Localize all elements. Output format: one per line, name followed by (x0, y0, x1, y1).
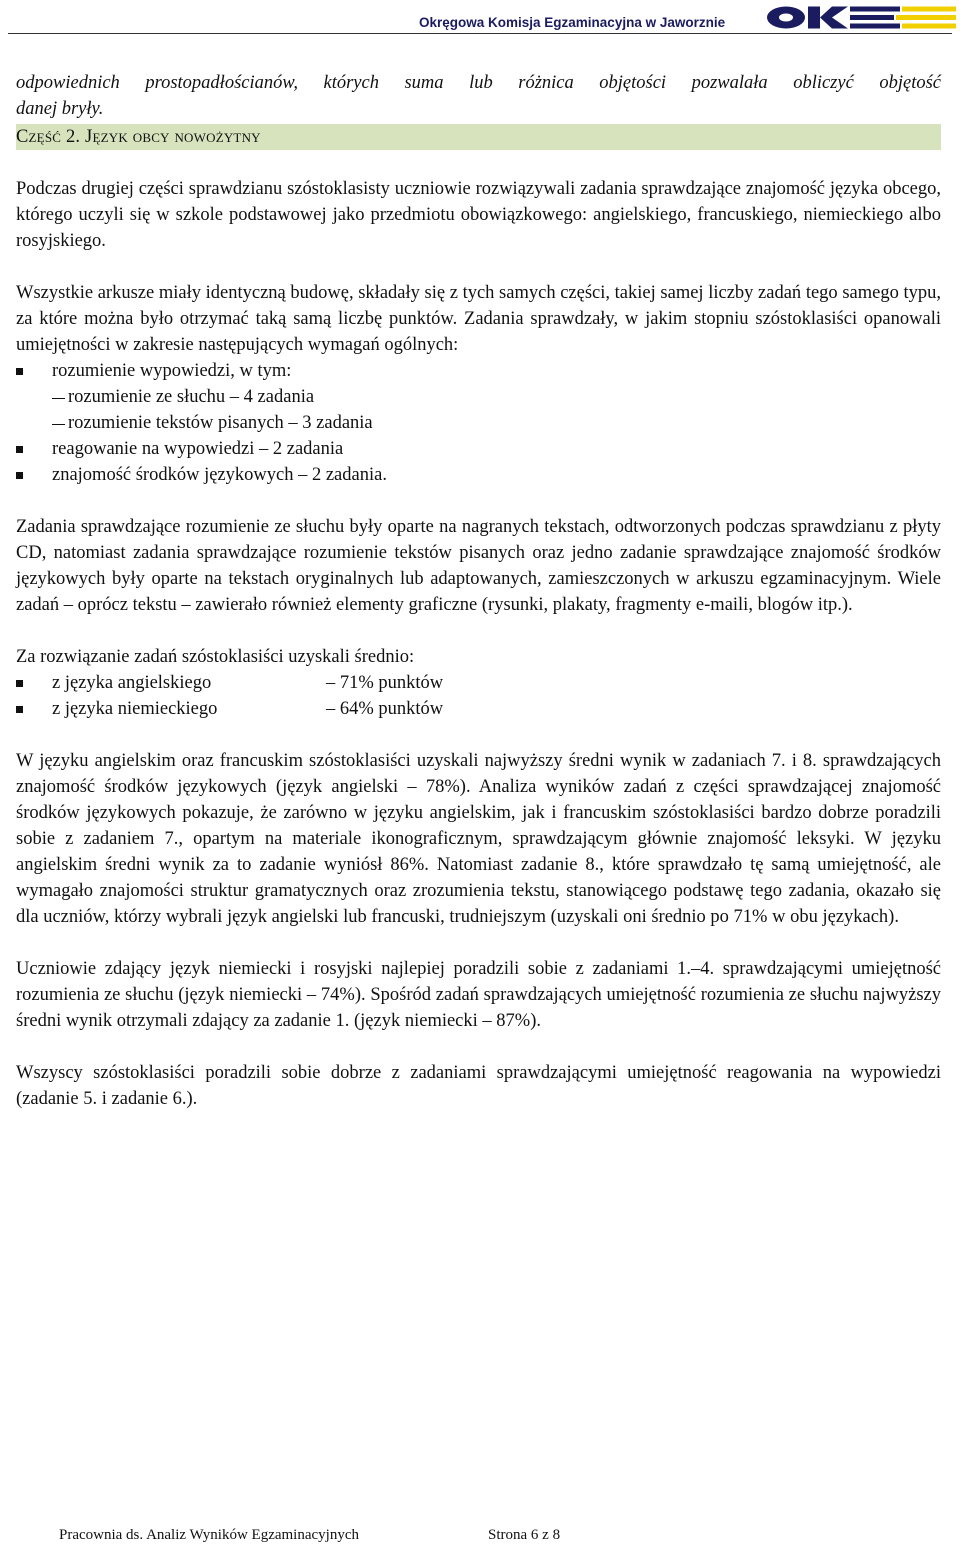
result-label: z języka niemieckiego (52, 699, 218, 719)
section-heading: Część 2. Język obcy nowożytny (16, 124, 941, 150)
result-value: – 64% punktów (326, 699, 444, 719)
results-list (16, 670, 941, 722)
result-item (16, 696, 941, 722)
list-item: znajomość środków językowych – 2 zadania. (16, 462, 941, 488)
list-subitem: rozumienie tekstów pisanych – 3 zadania (16, 410, 941, 436)
paragraph-reacting: Wszyscy szóstoklasiści poradzili sobie dobrze z zadaniami sprawdzającymi umiejętność reagowania na wypowiedzi (zadanie 5. i zadanie 6.). (16, 1063, 941, 1109)
list-subitem: rozumienie ze słuchu – 4 zadania (16, 384, 941, 410)
page-header (0, 0, 960, 36)
paragraph-structure: Wszystkie arkusze miały identyczną budowę, składały się z tych samych części, takiej samej liczby zadań tego samego typu, za które można było otrzymać taką samą liczbę punktów. Zadania sprawdzały, w jakim stopniu szóstoklasiści opanowali umiejętności w zakresie następujących wymagań ogólnych: (16, 283, 941, 355)
page-number: Strona 6 z 8 (488, 1527, 561, 1543)
paragraph-intro-part2: Podczas drugiej części sprawdzianu szóstoklasisty uczniowie rozwiązywali zadania sprawdzające znajomość języka obcego, którego uczyli się w szkole podstawowej jako przedmiotu obowiązkowego: angielskiego, francuskiego, niemieckiego albo rosyjskiego. (16, 179, 941, 251)
footer-left: Pracownia ds. Analiz Wyników Egzaminacyjnych (59, 1527, 359, 1543)
oke-logo (766, 4, 956, 31)
document-body (16, 70, 941, 1112)
paragraph-english-french: W języku angielskim oraz francuskim szóstoklasiści uzyskali najwyższy średni wynik w zadaniach 7. i 8. sprawdzających znajomość środków językowych (język angielski – 78%). Analiza wyników zadań z części sprawdzającej znajomość środków językowych pokazuje, że zarówno w języku angielskim, jak i francuskim szóstoklasiści bardzo dobrze poradzili sobie z zadaniem 7., opartym na materiale ikonograficznym, sprawdzającym głównie znajomość leksyki. W języku angielskim średni wynik za to zadanie wyniósł 86%. Natomiast zadanie 8., które sprawdzało tę samą umiejętność, ale wymagało znajomości struktur gramatycznych oraz zrozumienia tekstu, stanowiącego podstawę tego zadania, okazało się dla uczniów, którzy wybrali język angielski lub francuski, trudniejszym (uzyskali oni średnio po 71% w obu językach). (16, 751, 941, 927)
requirements-list (16, 358, 941, 488)
list-item: rozumienie wypowiedzi, w tym: (16, 358, 941, 384)
result-value: – 71% punktów (326, 673, 444, 693)
result-label: z języka angielskiego (52, 673, 212, 693)
result-item (16, 670, 941, 696)
intro-line-1: odpowiednich prostopadłościanów, których suma lub różnica objętości pozwalała obliczyć objętość (16, 73, 941, 93)
intro-line-2: danej bryły. (16, 99, 104, 119)
header-divider (8, 33, 952, 34)
header-title: Okręgowa Komisja Egzaminacyjna w Jaworznie (419, 15, 726, 30)
results-intro: Za rozwiązanie zadań szóstoklasiści uzyskali średnio: (16, 647, 415, 667)
paragraph-german-russian: Uczniowie zdający język niemiecki i rosyjski najlepiej poradzili sobie z zadaniami 1.–4. sprawdzającymi umiejętność rozumienia ze słuchu (język niemiecki – 74%). Spośród zadań sprawdzających umiejętność rozumienia ze słuchu najwyższy średni wynik otrzymali zdający za zadanie 1. (język niemiecki – 87%). (16, 959, 941, 1031)
paragraph-listening-reading: Zadania sprawdzające rozumienie ze słuchu były oparte na nagranych tekstach, odtworzonych podczas sprawdzianu z płyty CD, natomiast zadania sprawdzające rozumienie tekstów pisanych oraz jedno zadanie sprawdzające znajomość środków językowych były oparte na tekstach oryginalnych lub adaptowanych, zamieszczonych w arkuszu egzaminacyjnym. Wiele zadań – oprócz tekstu – zawierało również elementy graficzne (rysunki, plakaty, fragmenty e-maili, blogów itp.). (16, 517, 941, 615)
list-item: reagowanie na wypowiedzi – 2 zadania (16, 436, 941, 462)
